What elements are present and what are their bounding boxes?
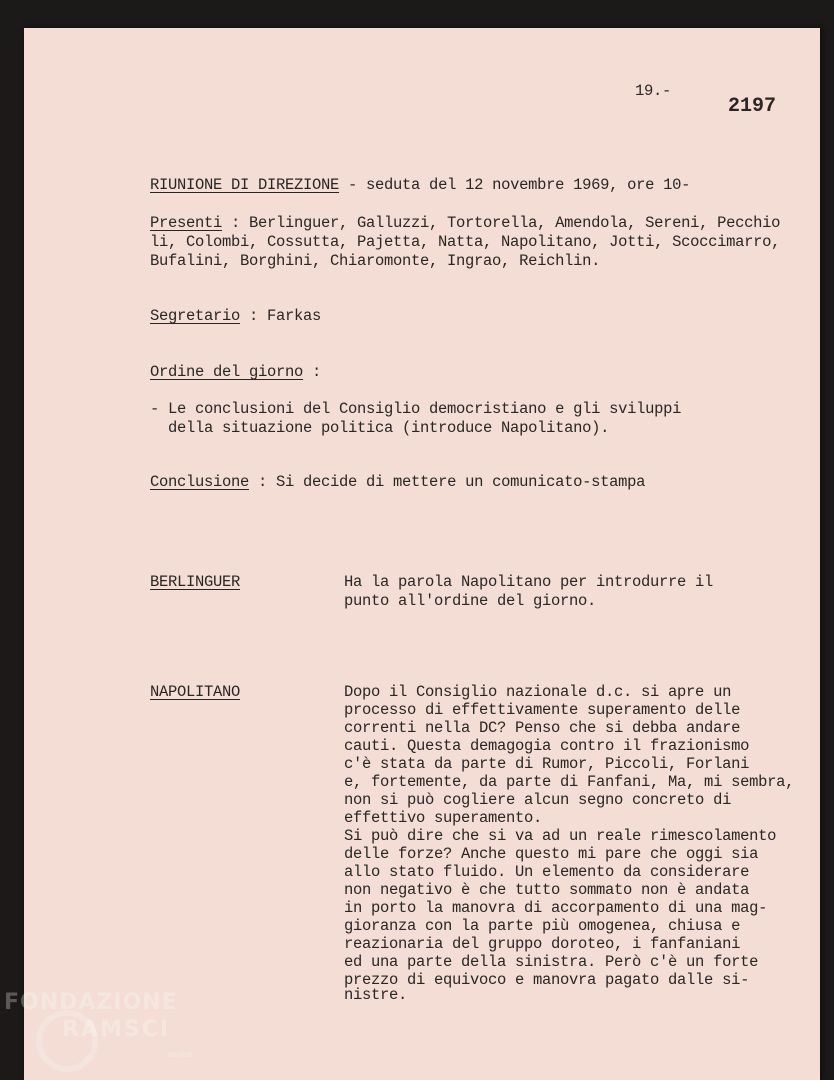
speech-line: reazionaria del gruppo doroteo, i fanfaniani bbox=[344, 935, 741, 953]
page-marker: 19.- bbox=[635, 82, 672, 100]
speech-line: effettivo superamento. bbox=[344, 809, 543, 827]
secretary-label: Segretario bbox=[150, 307, 241, 325]
watermark bbox=[4, 990, 193, 1059]
watermark-small: onlus bbox=[168, 1050, 193, 1059]
document-page bbox=[24, 28, 820, 1080]
attendees-line-3: Bufalini, Borghini, Chiaromonte, Ingrao, Reichlin. bbox=[150, 252, 601, 270]
agenda-item-line-1: - Le conclusioni del Consiglio democristiano e gli sviluppi bbox=[150, 400, 682, 418]
agenda-item-line-2: della situazione politica (introduce Napolitano). bbox=[150, 419, 610, 437]
speech-line: c'è stata da parte di Rumor, Piccoli, Forlani bbox=[344, 755, 750, 773]
speech-line: cauti. Questa demagogia contro il frazionismo bbox=[344, 737, 750, 755]
speech-line: in porto la manovra di accorpamento di una mag- bbox=[344, 899, 768, 917]
meeting-subtitle: - seduta del 12 novembre 1969, ore 10- bbox=[339, 176, 691, 194]
speaker-napolitano: NAPOLITANO bbox=[150, 683, 241, 701]
document-number: 2197 bbox=[728, 95, 777, 118]
attendees-line-2: li, Colombi, Cossutta, Pajetta, Natta, Napolitano, Jotti, Scoccimarro, bbox=[150, 233, 781, 251]
speech-line: Si può dire che si va ad un reale rimescolamento bbox=[344, 827, 777, 845]
agenda-heading: Ordine del giorno : bbox=[150, 363, 322, 381]
conclusion-line bbox=[150, 473, 645, 491]
speech-line: ed una parte della sinistra. Però c'è un forte bbox=[344, 953, 759, 971]
meeting-heading bbox=[150, 176, 690, 194]
speech-line: e, fortemente, da parte di Fanfani, Ma, mi sembra, bbox=[344, 773, 795, 791]
speech-line: Dopo il Consiglio nazionale d.c. si apre un bbox=[344, 683, 732, 701]
conclusion-label: Conclusione bbox=[150, 473, 250, 491]
speaker-berlinguer: BERLINGUER bbox=[150, 573, 241, 591]
speech-line: processo di effettivamente superamento delle bbox=[344, 701, 741, 719]
watermark-line-2: RAMSCI bbox=[62, 1017, 171, 1042]
speech-line: Ha la parola Napolitano per introdurre il bbox=[344, 573, 714, 591]
attendees-label: Presenti bbox=[150, 214, 223, 232]
secretary-value: : Farkas bbox=[240, 307, 322, 325]
speech-line: non negativo è che tutto sommato non è andata bbox=[344, 881, 750, 899]
speech-line: non si può cogliere alcun segno concreto di bbox=[344, 791, 732, 809]
speech-line: allo stato fluido. Un elemento da considerare bbox=[344, 863, 750, 881]
attendees-line-1: Presenti : Berlinguer, Galluzzi, Tortorella, Amendola, Sereni, Pecchio bbox=[150, 214, 781, 232]
agenda-label: Ordine del giorno bbox=[150, 363, 304, 381]
speech-line: gioranza con la parte più omogenea, chiusa e bbox=[344, 917, 741, 935]
speech-line: punto all'ordine del giorno. bbox=[344, 592, 597, 610]
speech-line: correnti nella DC? Penso che si debba andare bbox=[344, 719, 741, 737]
speech-line: nistre. bbox=[344, 986, 408, 1004]
meeting-title: RIUNIONE DI DIREZIONE bbox=[150, 176, 340, 194]
conclusion-value: : Si decide di mettere un comunicato-stampa bbox=[249, 473, 646, 491]
speech-line: prezzo di equivoco e manovra pagato dalle si- bbox=[344, 971, 750, 989]
speech-line: delle forze? Anche questo mi pare che oggi sia bbox=[344, 845, 759, 863]
secretary-line bbox=[150, 307, 321, 325]
watermark-line-1: FONDAZIONE bbox=[4, 990, 178, 1015]
